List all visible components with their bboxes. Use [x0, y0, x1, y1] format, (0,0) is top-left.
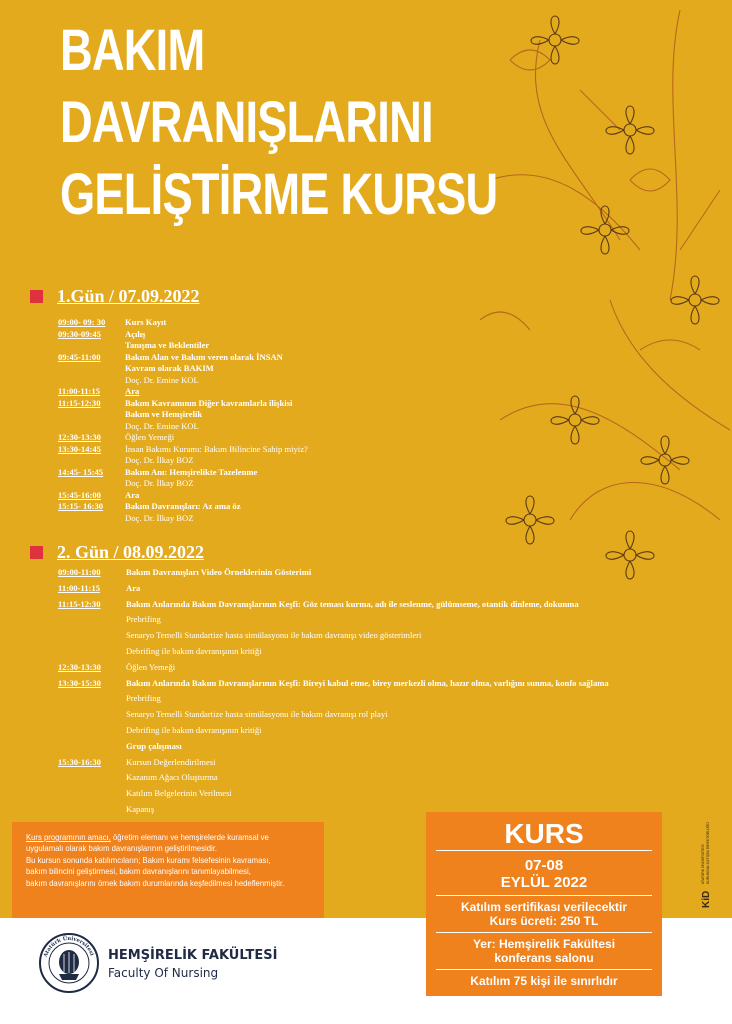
schedule-time: 11:15-12:30: [58, 397, 101, 408]
day1-title: 1.Gün / 07.09.2022: [57, 286, 200, 306]
schedule-time: [58, 788, 126, 798]
course-aim-line-5: bakım davranışlarını örnek bakım durumlarında keşfedilmesi hedeflenmiştir.: [26, 877, 285, 888]
schedule-activity: Katılım Belgelerinin Verilmesi: [126, 788, 232, 799]
schedule-time: [58, 340, 125, 350]
schedule-row: [58, 788, 232, 798]
schedule-time: [58, 455, 125, 465]
course-days: 07-08: [524, 857, 564, 874]
poster-title: [60, 18, 520, 238]
schedule-time: [58, 741, 126, 751]
course-aim-lead: Kurs programının amacı,: [26, 832, 111, 842]
schedule-row: [58, 709, 388, 719]
certificate-note: Katılım sertifikası verilecektir: [460, 900, 628, 914]
schedule-row: [58, 646, 262, 656]
schedule-time: 11:00-11:15: [58, 582, 101, 593]
schedule-time: 09:45-11:00: [58, 351, 101, 362]
schedule-activity: Açılış: [125, 328, 146, 339]
schedule-activity: Prebrifing: [126, 693, 161, 704]
schedule-row: [58, 398, 292, 408]
schedule-time: [58, 693, 126, 703]
schedule-time: 15:45-16:00: [58, 489, 101, 500]
schedule-time: [58, 804, 126, 814]
schedule-row: [58, 630, 421, 640]
schedule-activity: Kapanış: [126, 804, 155, 814]
schedule-time: 09:00- 09: 30: [58, 317, 106, 327]
schedule-activity: Doç. Dr. Emine KOL: [125, 420, 199, 431]
course-aim-line-1-rest: öğretim elemanı ve hemşirelerde kuramsal ve: [110, 832, 269, 842]
schedule-row: [58, 583, 140, 593]
schedule-time: [58, 725, 126, 735]
schedule-row: [58, 478, 194, 488]
schedule-time: [58, 363, 125, 373]
schedule-activity: Senaryo Temelli Standartize hasta simülasyonu ile bakım davranışı rol playi: [126, 709, 388, 720]
schedule-activity: Ara: [126, 582, 141, 593]
schedule-activity: Bakım ve Hemşirelik: [125, 409, 203, 419]
schedule-row: [58, 352, 283, 362]
schedule-time: 12:30-13:30: [58, 661, 101, 672]
kid-side-label: [697, 780, 713, 910]
schedule-row: [58, 421, 199, 431]
course-venue: [426, 933, 662, 969]
schedule-activity: Bakım Kavramının Diğer kavramlarla ilişkisi: [125, 397, 293, 408]
schedule-activity: Bakım Anlarında Bakım Davranışlarının Keşfi: Bireyi kabul etme, birey merkezli olma, hazır olma, varlığını sunma, konfo sağlama: [126, 677, 609, 688]
schedule-row: [58, 772, 218, 782]
course-aim-line-4: bakım bilincini geliştirmesi, bakım davranışlarını tanımlayabilmesi,: [26, 866, 251, 877]
title-line-3: GELİŞTİRME KURSU: [60, 162, 498, 227]
schedule-row: [58, 741, 182, 751]
kid-brand: KiD: [701, 890, 712, 908]
schedule-time: [58, 630, 126, 640]
schedule-row: [58, 490, 139, 500]
schedule-row: [58, 317, 166, 327]
schedule-activity: Kursun Değerlendirilmesi: [126, 756, 216, 767]
schedule-row: [58, 340, 209, 350]
course-aim-line-2: uygulamalı olarak bakım davranışlarının geliştirilmesidir.: [26, 843, 218, 854]
schedule-activity: Grup çalışması: [126, 740, 182, 751]
schedule-time: [58, 646, 126, 656]
day2-marker: [30, 546, 43, 559]
schedule-activity: İnsan Bakımı Kuramı: Bakım Bilincine Sahip miyiz?: [125, 443, 308, 454]
participant-limit: Katılım 75 kişi ile sınırlıdır: [470, 974, 618, 988]
course-info-box: [426, 812, 662, 996]
schedule-time: [58, 478, 125, 488]
venue-line-2: konferans salonu: [494, 951, 594, 965]
course-dates: [426, 851, 662, 895]
schedule-time: [58, 772, 126, 782]
schedule-activity: Kazanım Ağacı Oluşturma: [126, 772, 218, 783]
schedule-activity: Öğlen Yemeği: [126, 661, 176, 672]
schedule-row: [58, 567, 311, 577]
schedule-activity: Öğlen Yemeği: [125, 432, 175, 442]
schedule-row: [58, 804, 154, 814]
course-fee: Kurs ücreti: 250 TL: [489, 914, 599, 928]
day2-header: [30, 542, 204, 563]
course-aim-line-3: Bu kursun sonunda katılımcıların; Bakım kuramı felsefesinin kavraması,: [26, 854, 271, 865]
kid-line-1: ATATÜRK ÜNİVERSİTESİ: [701, 844, 705, 884]
schedule-time: 15:15- 16:30: [58, 501, 104, 511]
schedule-time: 09:00-11:00: [58, 567, 101, 577]
schedule-row: [58, 444, 308, 454]
schedule-activity: Debrifing ile bakım davranışının kritiği: [126, 725, 262, 735]
schedule-row: [58, 501, 241, 511]
schedule-row: [58, 725, 262, 735]
schedule-activity: Ara: [125, 489, 140, 500]
schedule-time: 15:30-16:30: [58, 756, 101, 767]
seal-text: Atatürk Üniversitesi: [42, 935, 95, 958]
schedule-activity: Kurs Kayıt: [125, 317, 167, 327]
schedule-time: [58, 614, 126, 624]
schedule-row: [58, 757, 216, 767]
faculty-name-tr: HEMŞİRELİK FAKÜLTESİ: [108, 948, 278, 963]
schedule-activity: Doç. Dr. İlkay BOZ: [125, 478, 194, 488]
course-aim-line-1: [26, 832, 287, 843]
schedule-time: 14:45- 15:45: [58, 466, 104, 477]
title-line-2: DAVRANIŞLARINI: [60, 90, 433, 155]
faculty-name-en: Faculty Of Nursing: [108, 966, 219, 980]
schedule-time: [58, 709, 126, 719]
schedule-row: [58, 599, 579, 609]
schedule-activity: Kavram olarak BAKIM: [125, 363, 214, 373]
schedule-row: [58, 513, 194, 523]
schedule-row: [58, 678, 609, 688]
course-certificate-fee: [426, 896, 662, 932]
faculty-name: [108, 948, 277, 980]
kid-line-2: KURUMSAL İLETİŞİM DİREKTÖRLÜĞÜ: [706, 822, 710, 884]
schedule-row: [58, 432, 174, 442]
schedule-activity: Bakım Davranışları Video Örneklerinin Gösterimi: [126, 567, 312, 577]
schedule-activity: Doç. Dr. İlkay BOZ: [125, 512, 194, 523]
schedule-row: [58, 329, 146, 339]
schedule-row: [58, 375, 199, 385]
day1-header: [30, 286, 200, 307]
schedule-time: [58, 421, 125, 431]
schedule-row: [58, 662, 175, 672]
schedule-time: 09:30-09:45: [58, 328, 101, 339]
course-aim-box: [12, 822, 324, 918]
course-month: EYLÜL 2022: [500, 874, 588, 891]
day2-title: 2. Gün / 08.09.2022: [57, 542, 205, 562]
schedule-activity: Doç. Dr. İlkay BOZ: [125, 455, 194, 465]
schedule-activity: Debrifing ile bakım davranışının kritiği: [126, 646, 262, 656]
university-seal-logo: [38, 932, 100, 994]
schedule-row: [58, 386, 139, 396]
schedule-row: [58, 409, 202, 419]
course-label: KURS: [504, 818, 584, 849]
schedule-row: [58, 467, 257, 477]
schedule-time: 13:30-15:30: [58, 677, 101, 688]
schedule-row: [58, 455, 194, 465]
schedule-activity: Doç. Dr. Emine KOL: [125, 374, 199, 385]
schedule-activity: Bakım Davranışları: Az ama öz: [125, 501, 241, 511]
schedule-activity: Ara: [125, 386, 140, 396]
schedule-row: [58, 363, 214, 373]
schedule-time: 13:30-14:45: [58, 443, 101, 454]
schedule-time: [58, 513, 125, 523]
schedule-activity: Bakım Anı: Hemşirelikte Tazelenme: [125, 466, 258, 477]
schedule-activity: Tanışma ve Beklentiler: [125, 340, 210, 350]
schedule-activity: Prebrifing: [126, 614, 161, 625]
schedule-time: 11:00-11:15: [58, 386, 101, 396]
day1-marker: [30, 290, 43, 303]
schedule-row: [58, 614, 161, 624]
schedule-time: [58, 409, 125, 419]
schedule-activity: Bakım Alan ve Bakım veren olarak İNSAN: [125, 351, 283, 362]
schedule-time: [58, 375, 125, 385]
schedule-activity: Senaryo Temelli Standartize hasta simülasyonu ile bakım davranışı video gösterimleri: [126, 630, 422, 641]
schedule-activity: Bakım Anlarında Bakım Davranışlarının Keşfi: Göz teması kurma, adı ile seslenme, gülümseme, otantik dinleme, dokunma: [126, 598, 579, 609]
schedule-time: 11:15-12:30: [58, 598, 101, 609]
venue-line-1: Yer: Hemşirelik Fakültesi: [472, 937, 616, 951]
schedule-row: [58, 693, 161, 703]
schedule-time: 12:30-13:30: [58, 432, 101, 442]
title-line-1: BAKIM: [60, 18, 205, 83]
